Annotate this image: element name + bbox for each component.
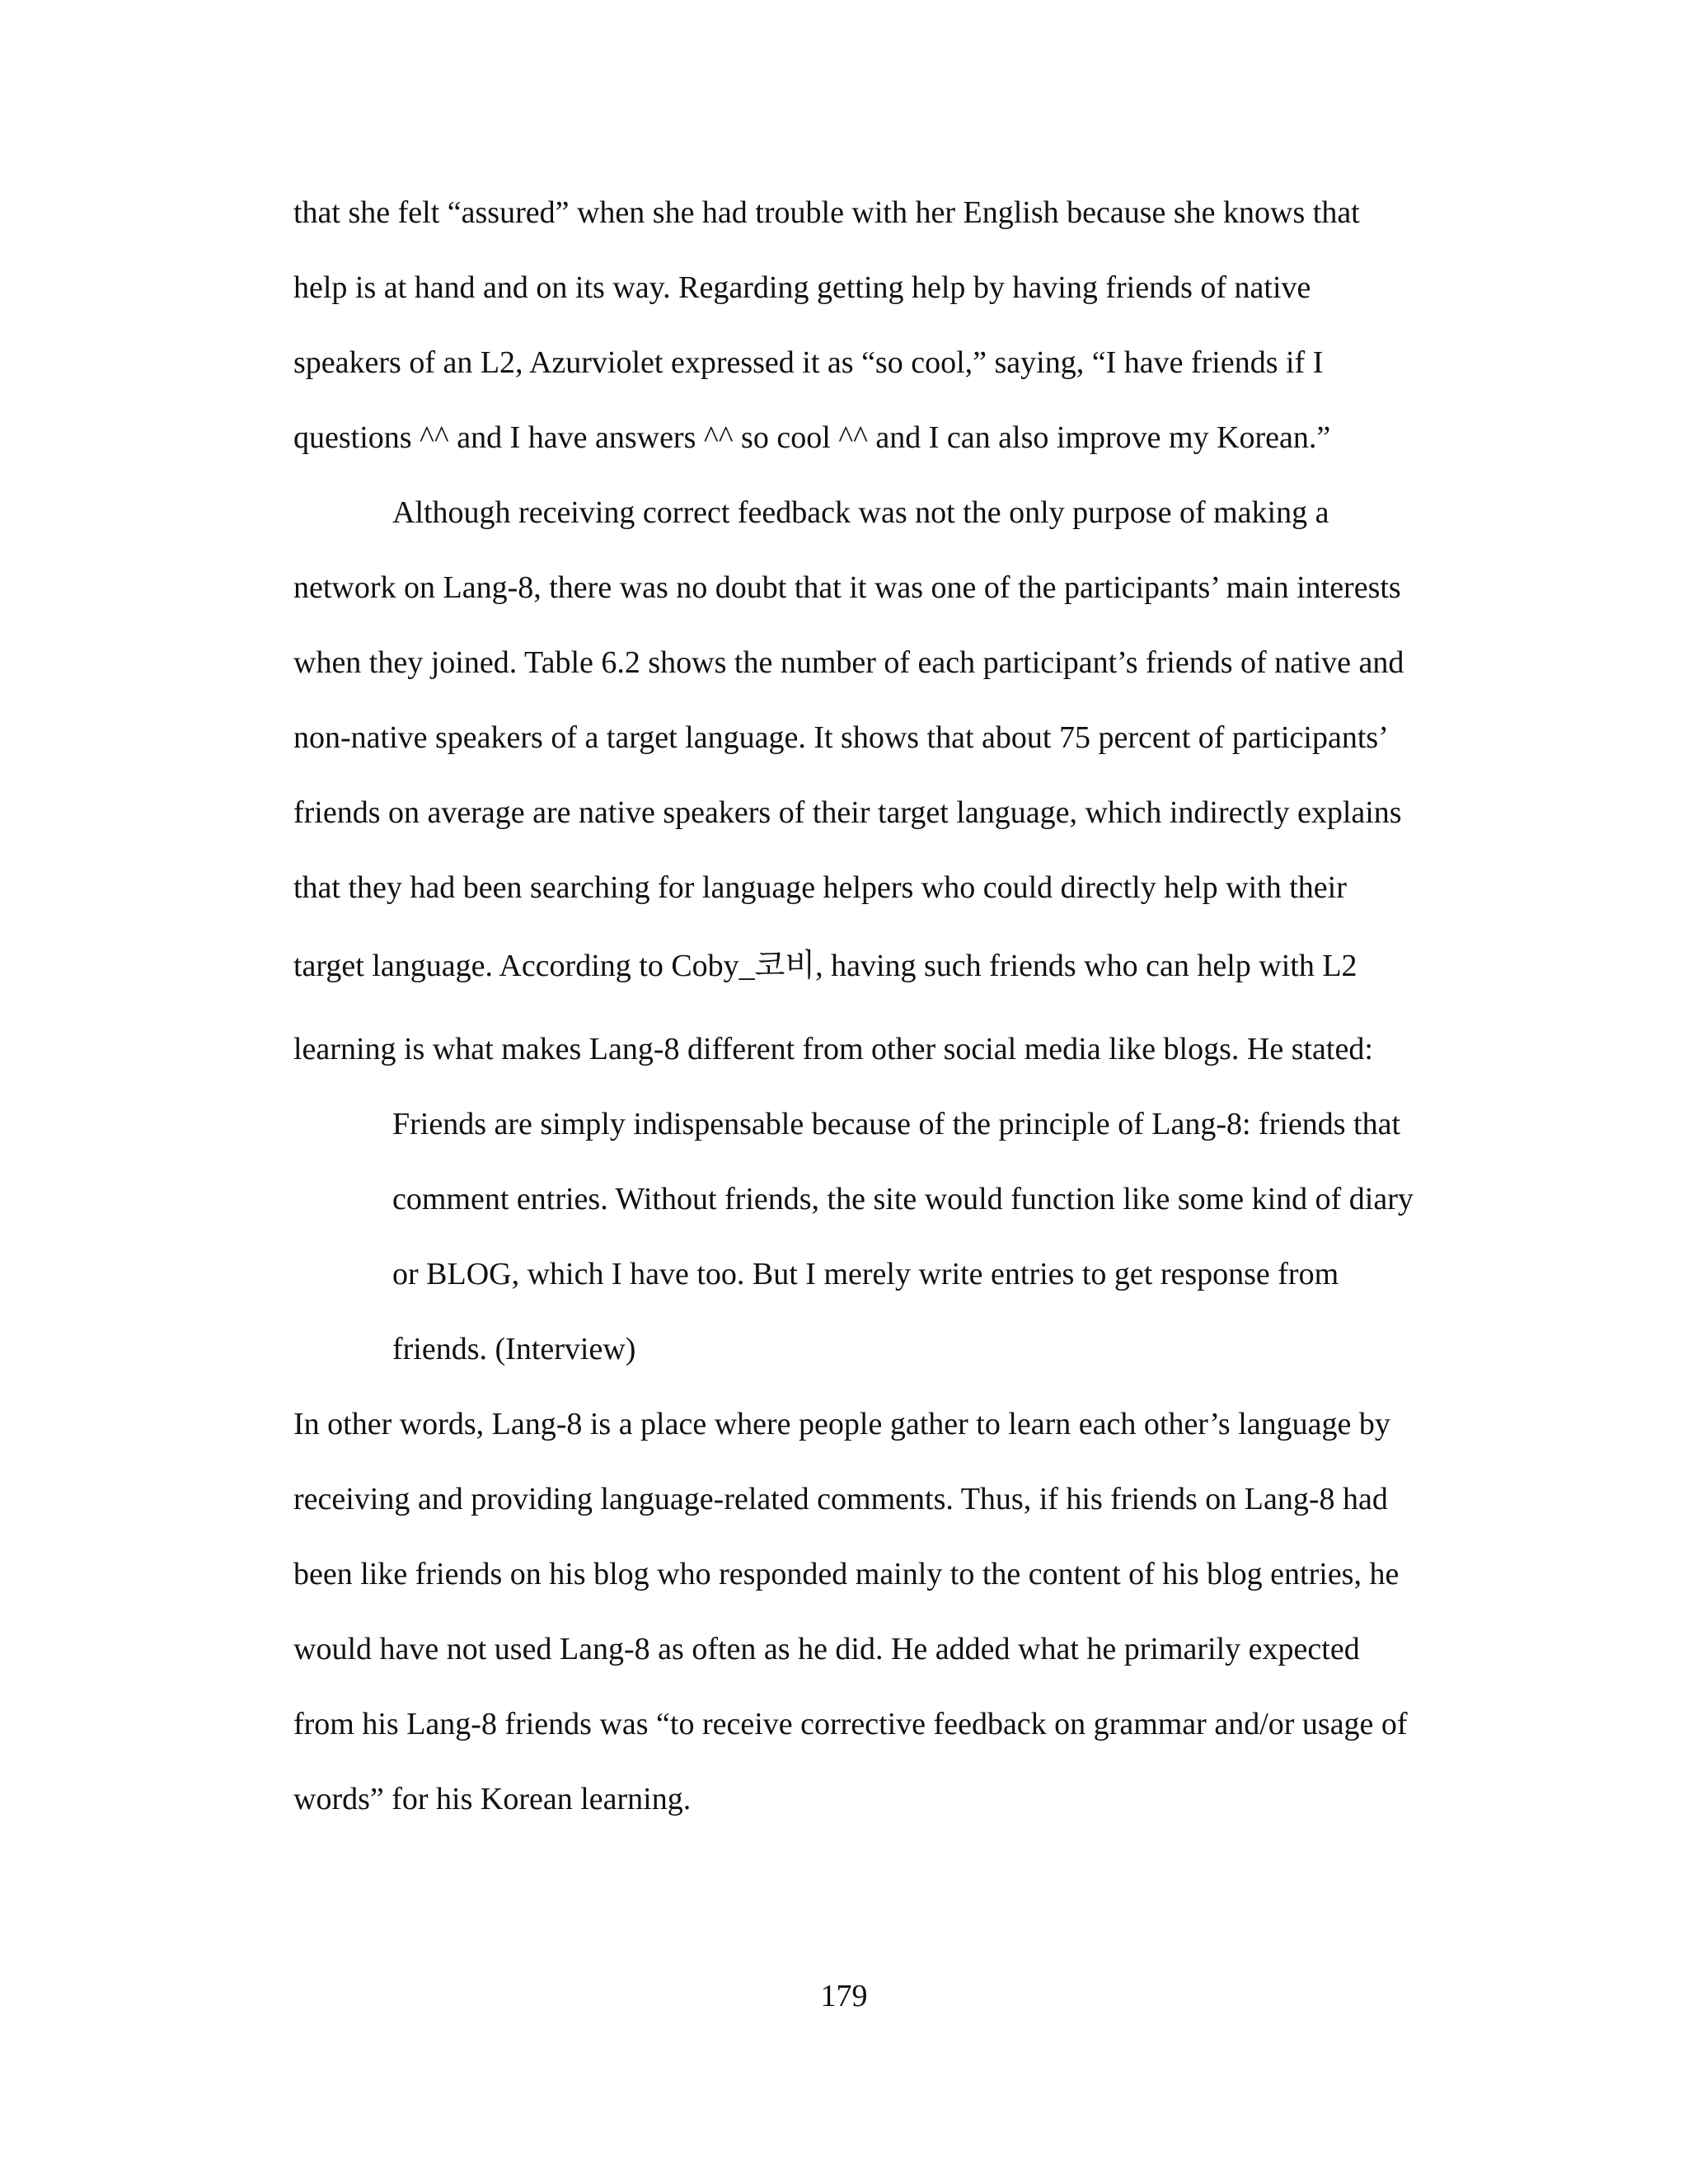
text-line: network on Lang-8, there was no doubt that it was one of the participants’ main interests: [293, 570, 1401, 605]
text-line: Although receiving correct feedback was not the only purpose of making a: [392, 495, 1329, 530]
page-number: 179: [820, 1979, 868, 2013]
text-line: In other words, Lang-8 is a place where people gather to learn each other’s language by: [293, 1407, 1390, 1441]
text-line: would have not used Lang-8 as often as he did. He added what he primarily expected: [293, 1632, 1360, 1666]
text-line: questions ^^ and I have answers ^^ so cool ^^ and I can also improve my Korean.”: [293, 420, 1331, 455]
text-line: learning is what makes Lang-8 different from other social media like blogs. He stated:: [293, 1032, 1373, 1066]
quote-line: friends. (Interview): [392, 1332, 636, 1366]
text-line: that they had been searching for language helpers who could directly help with their: [293, 870, 1347, 905]
text-line: when they joined. Table 6.2 shows the number of each participant’s friends of native and: [293, 645, 1404, 680]
text-line: been like friends on his blog who responded mainly to the content of his blog entries, he: [293, 1557, 1400, 1591]
text-line: target language. According to Coby_코비, having such friends who can help with L2: [293, 949, 1357, 983]
quote-line: or BLOG, which I have too. But I merely write entries to get response from: [392, 1257, 1339, 1291]
text-line: words” for his Korean learning.: [293, 1782, 692, 1816]
text-line: friends on average are native speakers of their target language, which indirectly explains: [293, 795, 1402, 830]
text-line: from his Lang-8 friends was “to receive corrective feedback on grammar and/or usage of: [293, 1707, 1408, 1741]
text-line: speakers of an L2, Azurviolet expressed it as “so cool,” saying, “I have friends if I: [293, 345, 1324, 380]
text-line: that she felt “assured” when she had trouble with her English because she knows that: [293, 195, 1360, 230]
quote-line: Friends are simply indispensable because of the principle of Lang-8: friends that: [392, 1107, 1401, 1141]
text-line: receiving and providing language-related comments. Thus, if his friends on Lang-8 had: [293, 1482, 1388, 1516]
quote-line: comment entries. Without friends, the site would function like some kind of diary: [392, 1182, 1414, 1216]
text-line: help is at hand and on its way. Regarding getting help by having friends of native: [293, 270, 1311, 305]
text-line: non-native speakers of a target language. It shows that about 75 percent of participants’: [293, 720, 1389, 755]
